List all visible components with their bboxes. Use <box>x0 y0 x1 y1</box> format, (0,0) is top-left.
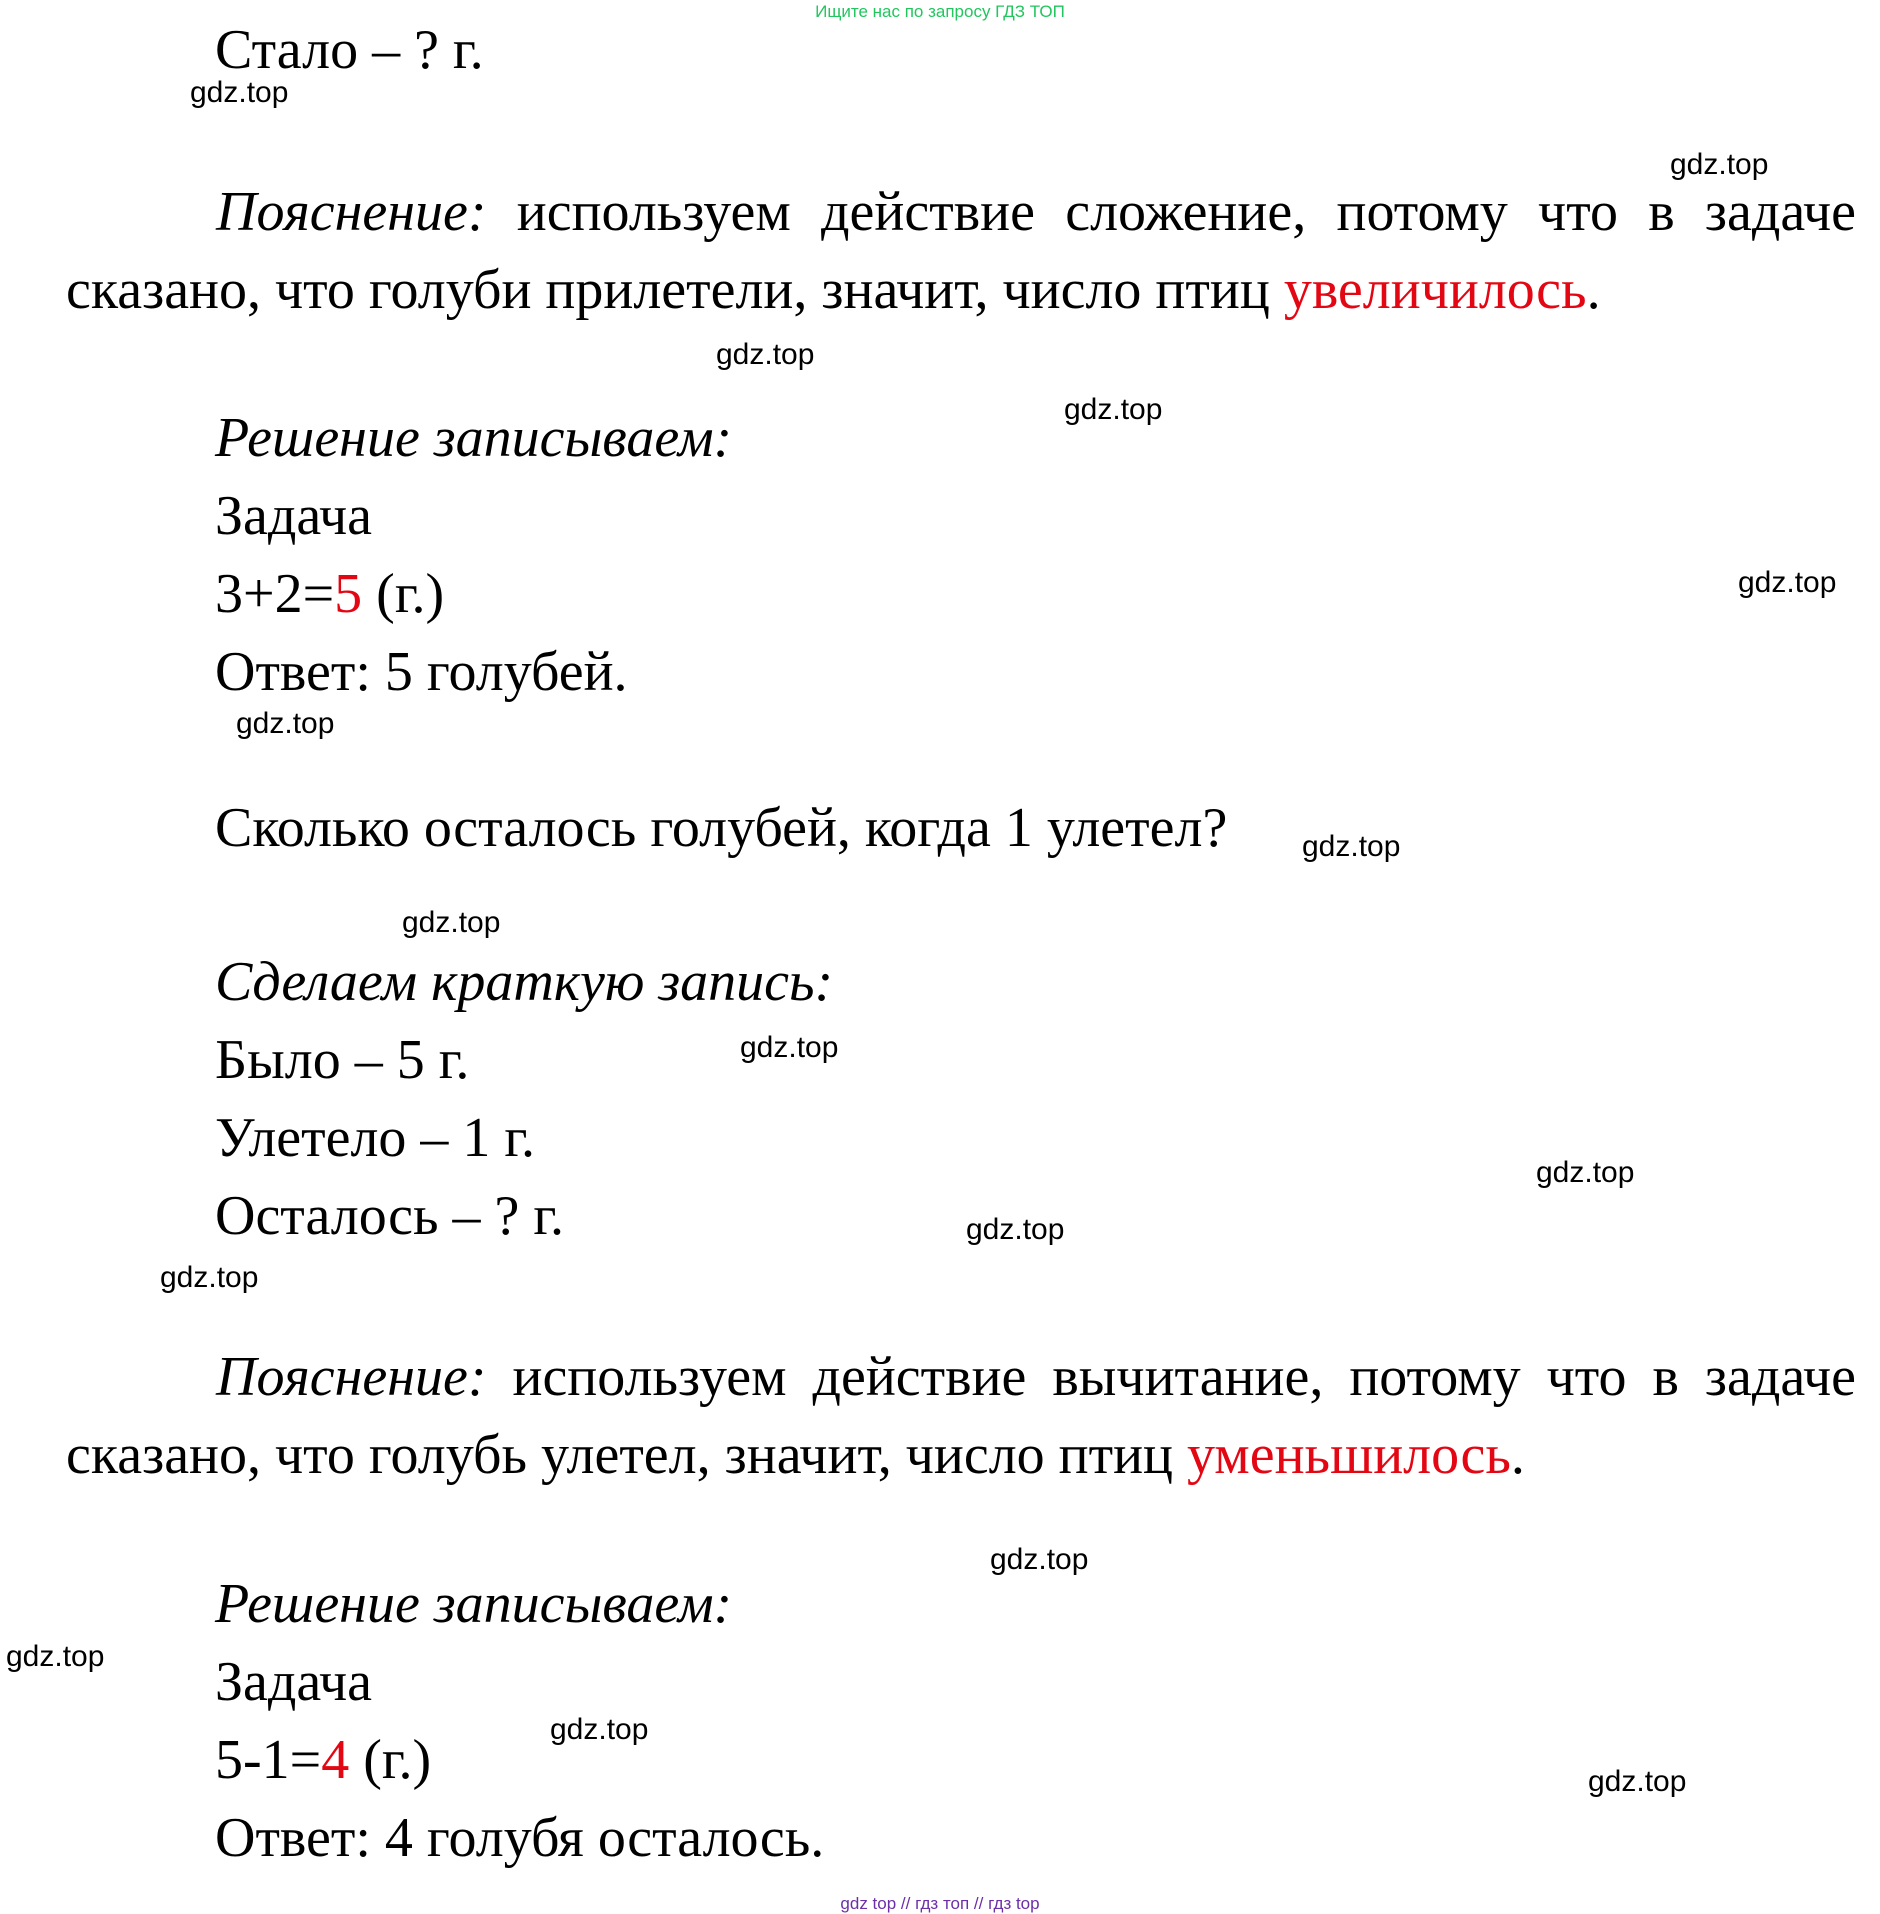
highlight-increased: увеличилось <box>1283 259 1587 321</box>
uletelo-line: Улетело – 1 г. <box>215 1107 536 1169</box>
bylo-line: Было – 5 г. <box>215 1029 470 1091</box>
equation-result: 5 <box>334 563 363 625</box>
solution-heading: Решение записываем: <box>215 1573 733 1635</box>
watermark: gdz.top <box>402 906 501 939</box>
ostalos-line: Осталось – ? г. <box>215 1185 565 1247</box>
watermark: gdz.top <box>160 1261 259 1294</box>
explanation-text: используем действие вычитание, потому что в задаче сказано, что голубь улетел, значит, число птиц <box>66 1346 1856 1486</box>
top-search-banner: Ищите нас по запросу ГДЗ ТОП <box>815 2 1065 21</box>
explanation-text: используем действие сложение, потому что в задаче сказано, что голуби прилетели, значит, число птиц <box>66 181 1856 321</box>
watermark: gdz.top <box>1738 566 1837 599</box>
watermark: gdz.top <box>6 1640 105 1673</box>
solution-heading: Решение записываем: <box>215 407 733 469</box>
footer-links-banner: gdz top // гдз топ // гдз top <box>840 1894 1040 1913</box>
task-label: Задача <box>215 1651 373 1713</box>
task-label: Задача <box>215 485 373 547</box>
equation-unit: (г.) <box>362 563 445 625</box>
watermark: gdz.top <box>550 1713 649 1746</box>
watermark: gdz.top <box>1064 393 1163 426</box>
answer-line: Ответ: 5 голубей. <box>215 641 628 703</box>
watermark: gdz.top <box>1536 1156 1635 1189</box>
watermark: gdz.top <box>740 1031 839 1064</box>
explanation-subtraction <box>66 1338 1856 1494</box>
stalo-line: Стало – ? г. <box>215 19 484 81</box>
explanation-end: . <box>1510 1424 1525 1486</box>
equation-subtraction <box>215 1729 432 1791</box>
question-line: Сколько осталось голубей, когда 1 улетел? <box>215 797 1228 859</box>
watermark: gdz.top <box>1302 830 1401 863</box>
highlight-decreased: уменьшилось <box>1187 1424 1511 1486</box>
watermark: gdz.top <box>966 1213 1065 1246</box>
watermark: gdz.top <box>716 338 815 371</box>
watermark: gdz.top <box>1670 148 1769 181</box>
equation-unit: (г.) <box>349 1729 432 1791</box>
equation-addition <box>215 563 445 625</box>
watermark: gdz.top <box>1588 1765 1687 1798</box>
watermark: gdz.top <box>190 76 289 109</box>
equation-expression: 3+2= <box>215 563 335 625</box>
brief-note-heading: Сделаем краткую запись: <box>215 951 834 1013</box>
watermark: gdz.top <box>990 1543 1089 1576</box>
explanation-label: Пояснение: <box>216 1346 487 1408</box>
explanation-addition <box>66 173 1856 329</box>
equation-expression: 5-1= <box>215 1729 322 1791</box>
explanation-label: Пояснение: <box>216 181 487 243</box>
answer-line: Ответ: 4 голубя осталось. <box>215 1807 825 1869</box>
watermark: gdz.top <box>236 707 335 740</box>
explanation-end: . <box>1586 259 1601 321</box>
equation-result: 4 <box>321 1729 350 1791</box>
